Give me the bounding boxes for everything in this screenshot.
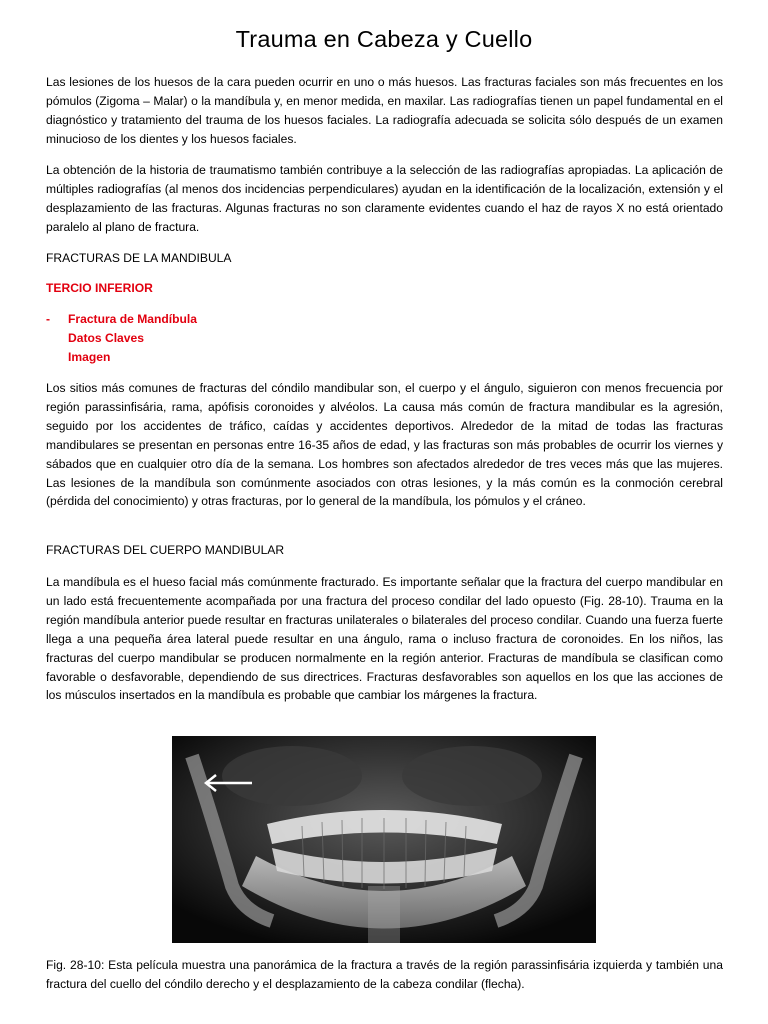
page-title: Trauma en Cabeza y Cuello (235, 26, 533, 52)
body-fracture-paragraph: La mandíbula es el hueso facial más comúnmente fracturado. Es importante señalar que la fractura del cuerpo mandibular en un lado está frecuentemente acompañada por una fractura del proceso condilar del lado opuesto (Fig. 28-10). Trauma en la región mandíbula anterior puede resultar en fracturas unilaterales o bilaterales del proceso condilar. Cuando una fuerza fuerte llega a una pequeña área lateral puede resultar en una ángulo, rama o incluso fractura de coronoides. En los niños, las fracturas del cuerpo mandibular se producen normalmente en la región anterior. Fracturas de mandíbula se clasifican como favorable o desfavorable, dependiendo de sus directrices. Fracturas desfavorables son aquellos en los que las acciones de los músculos insertados en la mandíbula es probable que cambiar los márgenes la fractura. (46, 575, 723, 703)
history-paragraph: La obtención de la historia de traumatismo también contribuye a la selección de las radiografías apropiadas. La aplicación de múltiples radiografías (al menos dos incidencias perpendiculares) ayudan en la identificación de la localización, extensión y el desplazamiento de las fracturas. Algunas fracturas no son claramente evidentes cuando el haz de rayos X no está orientado paralelo al plano de fractura. (46, 163, 723, 234)
sites-paragraph: Los sitios más comunes de fracturas del cóndilo mandibular son, el cuerpo y el ángulo, siguieron con menos frecuencia por región parassinfisária, rama, apófisis coronoides y alvéolos. La causa más común de fractura mandibular es la agresión, seguido por los accidentes de tráfico, caídas y accidentes deportivos. Alrededor de la mitad de todas las fracturas mandibulares se presentan en personas entre 16-35 años de edad, y las fracturas son más probables de ocurrir los viernes y sábados que en cualquier otro día de la semana. Los hombres son afectados alrededor de tres veces más que las mujeres. Las lesiones de la mandíbula son comúnmente asociados con otras lesiones, y la más común es la conmoción cerebral (pérdida del conocimiento) y otras fracturas, por lo general de la mandíbula, los pómulos y el cráneo. (46, 381, 723, 509)
xray-illustration (172, 736, 596, 943)
section-heading-fracturas-cuerpo: FRACTURAS DEL CUERPO MANDIBULAR (46, 543, 285, 557)
panoramic-xray-image (172, 736, 596, 943)
vertebra-shadow (368, 886, 400, 943)
bullet-item: Fractura de Mandíbula (68, 312, 198, 326)
right-sinus (402, 746, 542, 806)
section-heading-fracturas-mandibula: FRACTURAS DE LA MANDIBULA (46, 251, 232, 265)
bullet-marker: - (46, 312, 51, 326)
left-sinus (222, 746, 362, 806)
bullet-item: Imagen (68, 349, 111, 364)
bullet-item: Datos Claves (68, 330, 144, 345)
intro-paragraph: Las lesiones de los huesos de la cara pueden ocurrir en uno o más huesos. Las fracturas faciales son más frecuentes en los pómulos (Zigoma – Malar) o la mandíbula y, en menor medida, en maxilar. Las radiografías tienen un papel fundamental en el diagnóstico y tratamiento del trauma de los huesos faciales. La radiografía adecuada se solicita sólo después de un examen minucioso de los dientes y los huesos faciales. (46, 75, 723, 146)
figure-caption: Fig. 28-10: Esta película muestra una panorámica de la fractura a través de la región parassinfisária izquierda y también una fractura del cuello del cóndilo derecho y el desplazamiento de la cabeza condilar (flecha). (46, 958, 723, 991)
subsection-heading-tercio-inferior: TERCIO INFERIOR (46, 281, 153, 295)
